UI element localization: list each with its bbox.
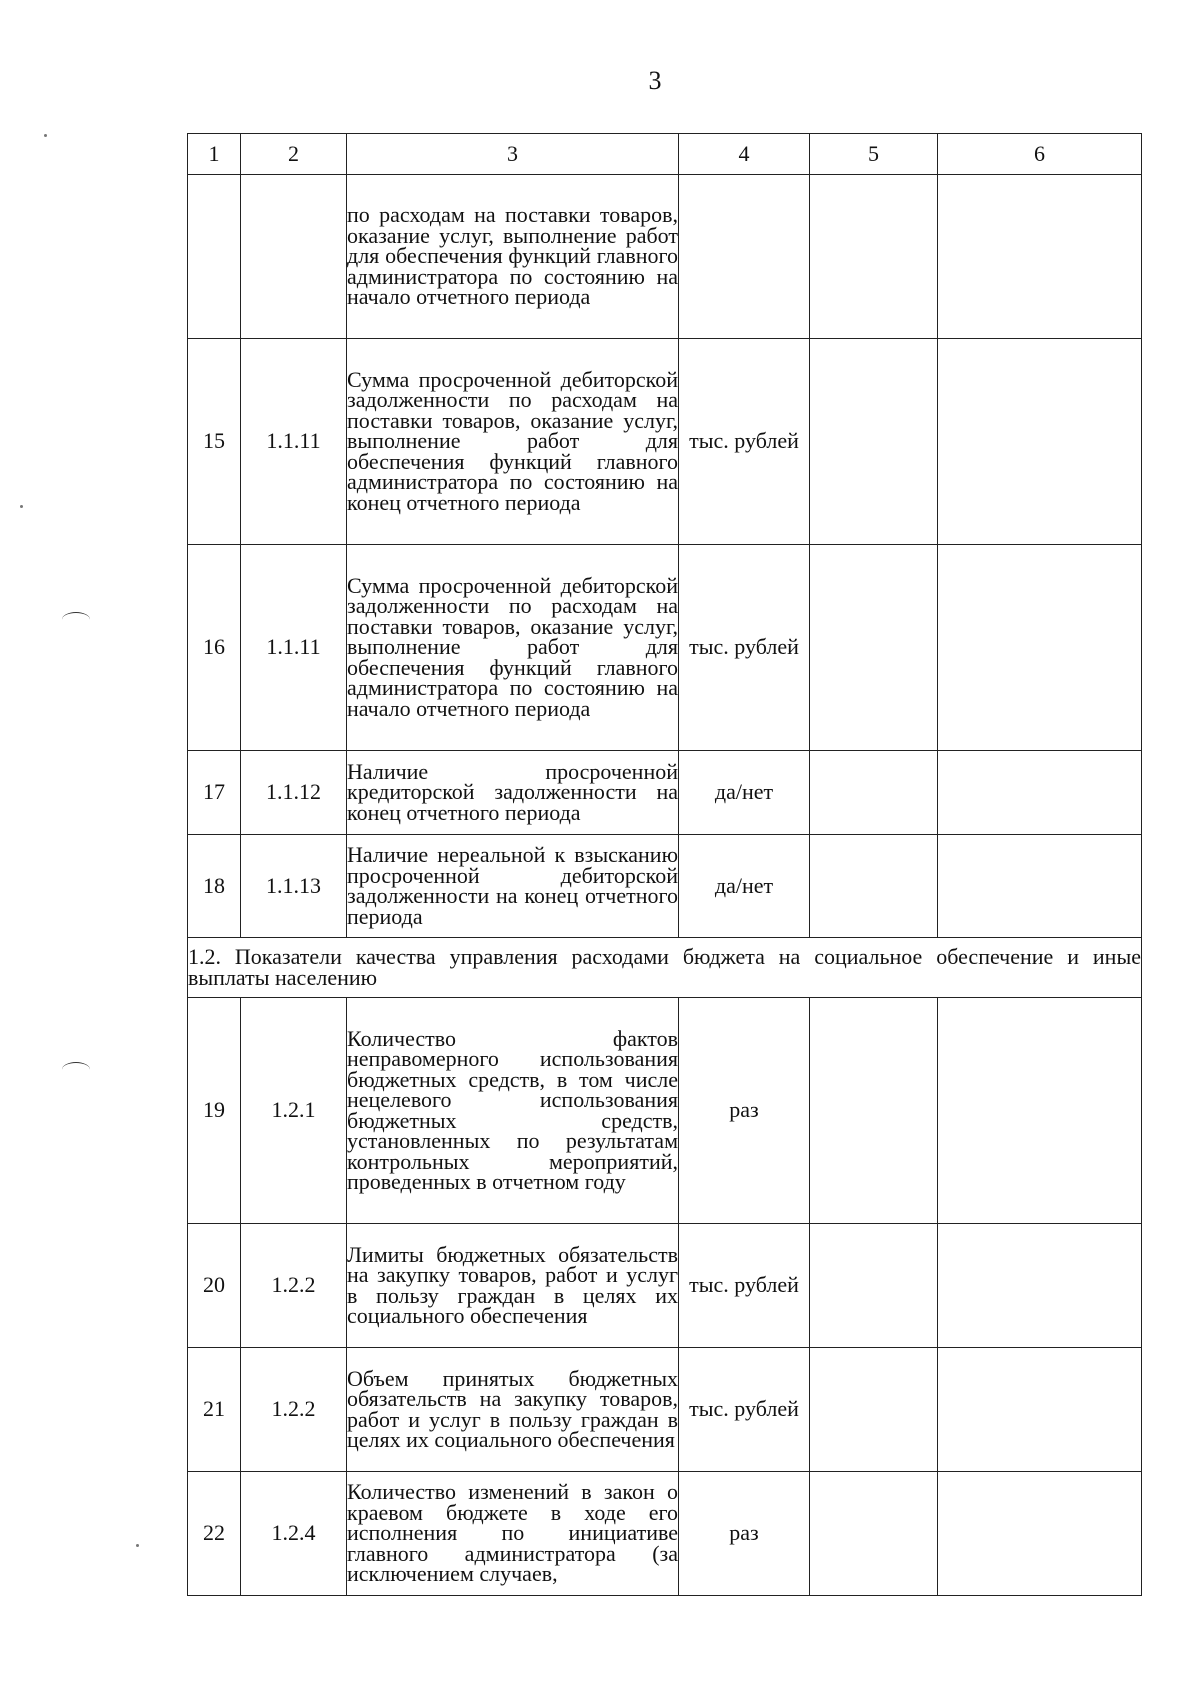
row-code-cell: 1.1.11 xyxy=(241,545,347,751)
table-row-continuation xyxy=(188,175,1142,339)
row-code-cell: 1.1.13 xyxy=(241,835,347,938)
row-col6-cell xyxy=(938,998,1142,1224)
table-row xyxy=(188,545,1142,751)
row-number-cell xyxy=(188,175,241,339)
row-description-cell: Сумма просроченной дебиторской задолженности по расходам на поставки товаров, оказание услуг, выполнение работ для обеспечения функций главного администратора по состоянию на начало отчетного периода xyxy=(347,545,679,751)
scan-speck xyxy=(44,134,47,137)
row-number-cell: 18 xyxy=(188,835,241,938)
row-code-cell: 1.2.2 xyxy=(241,1224,347,1348)
row-number-cell: 21 xyxy=(188,1348,241,1472)
row-col5-cell xyxy=(810,1348,938,1472)
row-col6-cell xyxy=(938,1348,1142,1472)
header-cell: 1 xyxy=(188,134,241,175)
row-code-cell xyxy=(241,175,347,339)
row-description-cell: Объем принятых бюджетных обязательств на закупку товаров, работ и услуг в пользу граждан в целях их социального обеспечения xyxy=(347,1348,679,1472)
row-unit-cell: тыс. рублей xyxy=(679,1224,810,1348)
row-col5-cell xyxy=(810,545,938,751)
row-description-cell: Количество изменений в закон о краевом бюджете в ходе его исполнения по инициативе главного администратора (за исключением случаев, xyxy=(347,1472,679,1596)
row-number-cell: 15 xyxy=(188,339,241,545)
row-code-cell: 1.2.1 xyxy=(241,998,347,1224)
row-unit-cell: тыс. рублей xyxy=(679,339,810,545)
row-col5-cell xyxy=(810,1224,938,1348)
section-row xyxy=(188,938,1142,998)
table-header-row xyxy=(188,134,1142,175)
row-description-cell: Лимиты бюджетных обязательств на закупку товаров, работ и услуг в пользу граждан в целях их социального обеспечения xyxy=(347,1224,679,1348)
row-col6-cell xyxy=(938,751,1142,835)
row-col5-cell xyxy=(810,751,938,835)
section-heading: 1.2. Показатели качества управления расходами бюджета на социальное обеспечение и иные выплаты населению xyxy=(188,938,1142,998)
row-col5-cell xyxy=(810,998,938,1224)
row-code-cell: 1.2.2 xyxy=(241,1348,347,1472)
table-row xyxy=(188,751,1142,835)
indicators-table xyxy=(187,133,1142,1596)
row-description-cell: Наличие просроченной кредиторской задолженности на конец отчетного периода xyxy=(347,751,679,835)
table-row xyxy=(188,339,1142,545)
row-col6-cell xyxy=(938,1224,1142,1348)
row-col6-cell xyxy=(938,1472,1142,1596)
row-description-cell: Наличие нереальной к взысканию просроченной дебиторской задолженности на конец отчетного периода xyxy=(347,835,679,938)
punch-hole-mark xyxy=(62,612,90,627)
row-description-cell: по расходам на поставки товаров, оказание услуг, выполнение работ для обеспечения функций главного администратора по состоянию на начало отчетного периода xyxy=(347,175,679,339)
header-cell: 2 xyxy=(241,134,347,175)
table-row xyxy=(188,998,1142,1224)
row-description-cell: Количество фактов неправомерного использования бюджетных средств, в том числе нецелевого использования бюджетных средств, установленных по результатам контрольных мероприятий, проведенных в отчетном году xyxy=(347,998,679,1224)
row-unit-cell: тыс. рублей xyxy=(679,545,810,751)
row-number-cell: 22 xyxy=(188,1472,241,1596)
row-unit-cell xyxy=(679,175,810,339)
row-unit-cell: раз xyxy=(679,998,810,1224)
row-unit-cell: да/нет xyxy=(679,751,810,835)
page-number: 3 xyxy=(648,66,662,95)
row-col5-cell xyxy=(810,339,938,545)
row-number-cell: 19 xyxy=(188,998,241,1224)
row-unit-cell: тыс. рублей xyxy=(679,1348,810,1472)
scan-speck xyxy=(136,1544,139,1547)
header-cell: 5 xyxy=(810,134,938,175)
table-row xyxy=(188,1348,1142,1472)
row-col6-cell xyxy=(938,545,1142,751)
table-row xyxy=(188,835,1142,938)
row-code-cell: 1.1.11 xyxy=(241,339,347,545)
header-cell: 4 xyxy=(679,134,810,175)
row-col6-cell xyxy=(938,175,1142,339)
row-number-cell: 16 xyxy=(188,545,241,751)
row-unit-cell: раз xyxy=(679,1472,810,1596)
scan-speck xyxy=(20,505,23,508)
header-cell: 3 xyxy=(347,134,679,175)
row-code-cell: 1.1.12 xyxy=(241,751,347,835)
row-description-cell: Сумма просроченной дебиторской задолженности по расходам на поставки товаров, оказание услуг, выполнение работ для обеспечения функций главного администратора по состоянию на конец отчетного периода xyxy=(347,339,679,545)
row-col5-cell xyxy=(810,175,938,339)
header-cell: 6 xyxy=(938,134,1142,175)
table-row xyxy=(188,1224,1142,1348)
punch-hole-mark xyxy=(62,1062,90,1077)
row-col6-cell xyxy=(938,835,1142,938)
row-unit-cell: да/нет xyxy=(679,835,810,938)
row-number-cell: 20 xyxy=(188,1224,241,1348)
row-col5-cell xyxy=(810,1472,938,1596)
row-number-cell: 17 xyxy=(188,751,241,835)
row-code-cell: 1.2.4 xyxy=(241,1472,347,1596)
table-row xyxy=(188,1472,1142,1596)
row-col6-cell xyxy=(938,339,1142,545)
row-col5-cell xyxy=(810,835,938,938)
